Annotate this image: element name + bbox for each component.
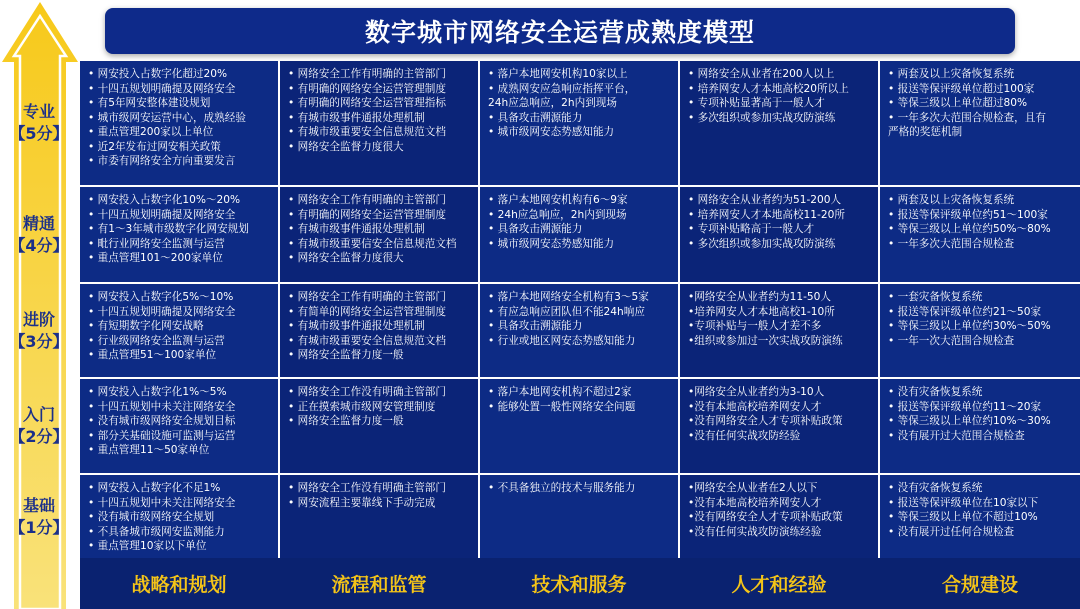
criteria-cell: [280, 475, 478, 558]
criteria-item: •网络安全从业者约为11-50人: [688, 291, 831, 303]
criteria-item: • 有1～3年城市级数字化网安规划: [88, 223, 249, 235]
criteria-item: • 网络安全工作有明确的主管部门: [288, 291, 446, 303]
criteria-cell: [680, 379, 878, 473]
criteria-item: •网络安全从业者约为3-10人: [688, 386, 825, 398]
criteria-cell: [80, 284, 278, 377]
criteria-item: • 没有灾备恢复系统: [888, 386, 983, 398]
category-label: 流程和监管: [331, 574, 427, 596]
criteria-item: • 有明确的网络安全运营管理制度: [288, 208, 446, 221]
criteria-item: • 有短期数字化网安战略: [88, 320, 204, 332]
criteria-item: • 网络安全工作有明确的主管部门: [288, 194, 446, 206]
criteria-item: • 网络安全工作没有明确主管部门: [288, 386, 446, 398]
criteria-item: • 网安投入占数字化10%～20%: [88, 194, 241, 206]
criteria-cell: [680, 284, 878, 377]
criteria-item: • 多次组织或参加实战攻防演练: [688, 237, 836, 250]
criteria-item: •没有网络安全人才专项补贴政策: [688, 511, 843, 523]
criteria-item: • 网络安全工作有明确的主管部门: [288, 68, 446, 80]
criteria-item: •网络安全从业者在2人以下: [688, 482, 818, 494]
criteria-item: • 成熟网安应急响应指挥平台，: [488, 82, 636, 95]
criteria-item: • 网络安全监督力度一般: [288, 415, 404, 427]
level-score: 【2分】: [9, 427, 69, 446]
level-score: 【5分】: [9, 124, 69, 143]
level-row: [80, 475, 1080, 558]
criteria-item: • 有5年网安整体建设规划: [88, 97, 211, 109]
criteria-item: • 行业或地区网安态势感知能力: [488, 334, 636, 347]
criteria-cell: [280, 61, 478, 185]
criteria-cell: [880, 379, 1080, 473]
criteria-item: • 市委有网络安全方向重要发言: [88, 155, 236, 167]
criteria-item: • 等保三级以上单位约50%～80%: [888, 223, 1051, 235]
level-name: 进阶: [22, 309, 55, 329]
criteria-item: • 多次组织或参加实战攻防演练: [688, 111, 836, 124]
criteria-item: • 部分关基础设施可监测与运营: [88, 429, 236, 442]
criteria-item: • 报送等保评级单位超过100家: [888, 82, 1035, 95]
criteria-item: • 没有展开过大范围合规检查: [888, 429, 1025, 442]
criteria-item: • 十四五规划明确提及网络安全: [88, 82, 236, 95]
criteria-item: • 重点管理51～100家单位: [88, 349, 217, 361]
level-name: 精通: [22, 213, 55, 233]
criteria-cell: [80, 379, 278, 473]
criteria-item: • 能够处置一般性网络安全问题: [488, 400, 636, 413]
criteria-cell: [680, 475, 878, 558]
criteria-item: • 有城市级重要安全信息规范文档: [288, 334, 446, 347]
criteria-item: • 网络安全从业者在200人以上: [688, 68, 835, 80]
level-label: [0, 101, 78, 145]
criteria-item: • 有明确的网络安全运营管理制度: [288, 82, 446, 95]
criteria-item: • 不具备独立的技术与服务能力: [488, 482, 636, 494]
criteria-item: • 网络安全从业者约为51-200人: [688, 194, 842, 206]
criteria-item: • 重点管理11～50家单位: [88, 444, 210, 456]
criteria-item: •培养网安人才本地高校1-10所: [688, 305, 835, 318]
criteria-item: • 一年一次大范围合规检查: [888, 334, 1015, 347]
level-row: [80, 61, 1080, 185]
criteria-item: • 有城市级事件通报处理机制: [288, 320, 425, 332]
category-label: 合规建设: [941, 574, 1018, 596]
criteria-cell: [880, 284, 1080, 377]
criteria-item: • 网安投入占数字化超过20%: [88, 68, 228, 80]
criteria-item: • 有城市级重要信安全信息规范文档: [288, 237, 457, 250]
criteria-item: • 两套及以上灾备恢复系统: [888, 68, 1015, 80]
criteria-item: • 没有城市级网络安全规划: [88, 511, 215, 523]
maturity-grid: [80, 61, 1080, 609]
criteria-item: • 十四五规划明确提及网络安全: [88, 208, 236, 221]
criteria-cell: [480, 284, 678, 377]
criteria-item: • 专项补贴显著高于一般人才: [688, 97, 825, 109]
criteria-item: • 一年多次大范围合规检查: [888, 237, 1015, 250]
criteria-cell: [280, 379, 478, 473]
level-score: 【3分】: [9, 331, 69, 351]
category-label: 人才和经验: [731, 574, 827, 596]
criteria-item: • 报送等保评级单位约21～50家: [888, 305, 1042, 318]
criteria-item: • 报送等保评级单位约51～100家: [888, 208, 1048, 221]
level-label: [0, 404, 78, 448]
criteria-item: • 近2年发布过网安相关政策: [88, 140, 221, 153]
level-row: [80, 187, 1080, 282]
criteria-item: • 具备攻击溯源能力: [488, 223, 583, 235]
level-label: [0, 495, 78, 539]
level-row: [80, 284, 1080, 377]
criteria-item: • 城市级网安运营中心，成熟经验: [88, 111, 246, 124]
criteria-item: • 网安投入占数字化5%～10%: [88, 291, 234, 303]
category-label: 技术和服务: [531, 574, 627, 596]
criteria-item: • 没有灾备恢复系统: [888, 482, 983, 494]
criteria-item: • 培养网安人才本地高校11-20所: [688, 208, 845, 221]
criteria-item: •组织或参加过一次实战攻防演练: [688, 334, 843, 347]
criteria-cell: [880, 61, 1080, 185]
criteria-cell: [80, 61, 278, 185]
criteria-item: • 等保三级以上单位超过80%: [888, 97, 1028, 109]
criteria-item: • 两套及以上灾备恢复系统: [888, 194, 1015, 206]
criteria-item: • 正在摸索城市级网安管理制度: [288, 400, 436, 413]
criteria-item: • 有城市级事件通报处理机制: [288, 223, 425, 235]
criteria-item: •没有任何实战攻防演练经验: [688, 525, 822, 538]
criteria-cell: [880, 187, 1080, 282]
criteria-item: • 专项补贴略高于一般人才: [688, 223, 815, 235]
criteria-cell: [280, 187, 478, 282]
level-score: 【4分】: [9, 235, 69, 255]
criteria-item: 24h应急响应，2h内到现场: [488, 97, 617, 109]
criteria-item: •没有本地高校培养网安人才: [688, 400, 822, 413]
criteria-item: • 具备攻击溯源能力: [488, 320, 583, 332]
criteria-cell: [80, 187, 278, 282]
criteria-item: • 24h应急响应，2h内到现场: [488, 208, 627, 221]
criteria-item: • 落户本地网安机构不超过2家: [488, 386, 632, 398]
criteria-item: •没有网络安全人才专项补贴政策: [688, 415, 843, 427]
level-score: 【1分】: [9, 517, 69, 537]
criteria-item: • 城市级网安态势感知能力: [488, 237, 615, 250]
level-name: 入门: [22, 405, 55, 424]
criteria-item: • 一套灾备恢复系统: [888, 291, 983, 303]
criteria-item: • 毗行业网络安全监测与运营: [88, 237, 225, 250]
criteria-item: • 有城市级重要安全信息规范文档: [288, 126, 446, 138]
criteria-item: • 落户本地网络安全机构有3～5家: [488, 291, 649, 303]
criteria-cell: [280, 284, 478, 377]
criteria-cell: [480, 475, 678, 558]
criteria-item: 严格的奖惩机制: [888, 126, 963, 138]
criteria-item: • 有城市级事件通报处理机制: [288, 111, 425, 124]
criteria-item: • 培养网安人才本地高校20所以上: [688, 82, 849, 95]
criteria-item: • 一年多次大范围合规检查，且有: [888, 111, 1046, 124]
criteria-cell: [880, 475, 1080, 558]
criteria-item: • 网安投入占数字化1%～5%: [88, 386, 227, 398]
criteria-item: • 有简单的网络安全运营管理制度: [288, 305, 446, 318]
criteria-item: • 等保三级以上单位不超过10%: [888, 511, 1038, 523]
level-row: [80, 379, 1080, 473]
criteria-item: • 落户本地网安机构10家以上: [488, 68, 628, 80]
criteria-item: • 报送等保评级单位约11～20家: [888, 400, 1042, 413]
criteria-cell: [680, 187, 878, 282]
criteria-item: • 有明确的网络安全运营管理指标: [288, 97, 446, 109]
criteria-item: • 报送等保评级单位在10家以下: [888, 496, 1039, 509]
criteria-item: • 网络安全监督力度很大: [288, 252, 404, 264]
criteria-item: • 十四五规划中未关注网络安全: [88, 400, 236, 413]
criteria-item: •专项补贴与一般人才差不多: [688, 320, 822, 332]
level-label: [0, 309, 78, 353]
criteria-item: • 十四五规划中未关注网络安全: [88, 496, 236, 509]
criteria-item: • 网络安全监督力度一般: [288, 349, 404, 361]
criteria-item: • 网安投入占数字化不足1%: [88, 482, 221, 494]
criteria-item: • 等保三级以上单位约10%～30%: [888, 415, 1051, 427]
criteria-item: • 网络安全工作没有明确主管部门: [288, 482, 446, 494]
criteria-item: • 重点管理101～200家单位: [88, 252, 223, 264]
criteria-item: • 不具备城市级网安监测能力: [88, 525, 225, 538]
criteria-cell: [80, 475, 278, 558]
title-bar: [105, 8, 1015, 54]
criteria-item: •没有本地高校培养网安人才: [688, 496, 822, 509]
criteria-item: • 重点管理10家以下单位: [88, 540, 207, 552]
criteria-item: • 没有城市级网络安全规划目标: [88, 415, 236, 427]
level-label: [0, 213, 78, 257]
criteria-item: • 落户本地网安机构有6～9家: [488, 194, 628, 206]
criteria-cell: [480, 61, 678, 185]
criteria-cell: [680, 61, 878, 185]
criteria-item: • 有应急响应团队但不能24h响应: [488, 305, 645, 318]
criteria-item: • 具备攻击溯源能力: [488, 111, 583, 124]
level-name: 专业: [22, 102, 55, 121]
criteria-item: • 网络安全监督力度很大: [288, 140, 404, 153]
criteria-item: • 行业级网络安全监测与运营: [88, 334, 225, 347]
criteria-item: •没有任何实战攻防经验: [688, 429, 801, 442]
category-footer: [80, 558, 1080, 609]
criteria-item: • 没有展开过任何合规检查: [888, 525, 1015, 538]
level-name: 基础: [22, 495, 55, 515]
criteria-item: • 重点管理200家以上单位: [88, 126, 214, 138]
criteria-item: • 城市级网安态势感知能力: [488, 126, 615, 138]
criteria-item: • 十四五规划明确提及网络安全: [88, 305, 236, 318]
page-title: 数字城市网络安全运营成熟度模型: [364, 18, 755, 47]
category-label: 战略和规划: [131, 574, 227, 596]
criteria-item: • 网安流程主要靠线下手动完成: [288, 496, 436, 509]
criteria-cell: [480, 187, 678, 282]
criteria-item: • 等保三级以上单位约30%～50%: [888, 320, 1051, 332]
criteria-cell: [480, 379, 678, 473]
